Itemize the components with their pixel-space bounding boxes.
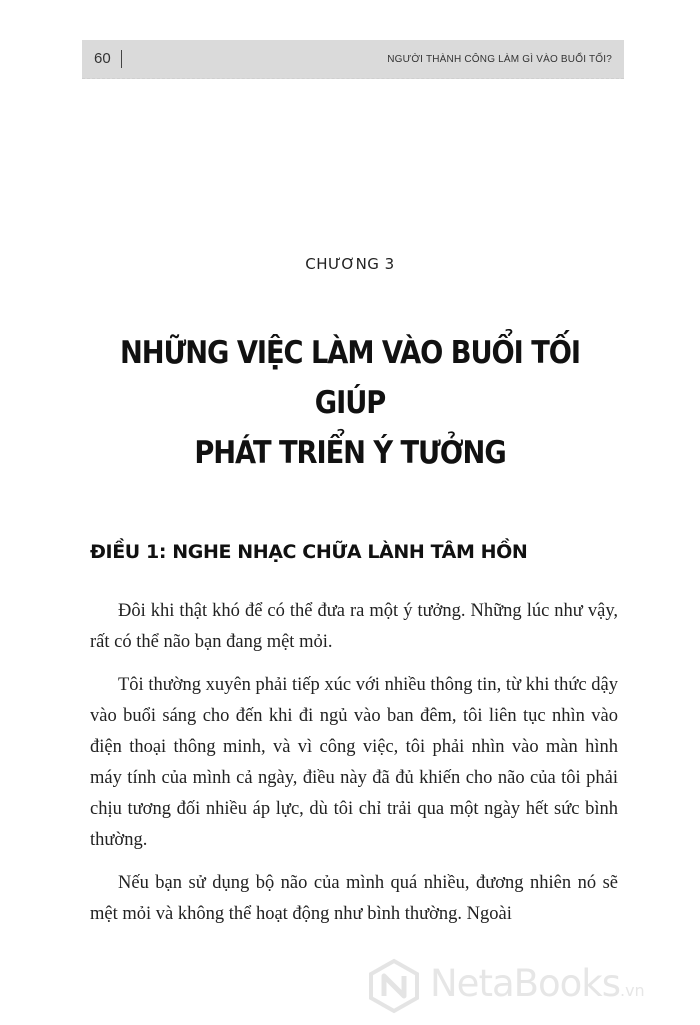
watermark-text: NetaBooks.vn bbox=[430, 962, 645, 1005]
chapter-title bbox=[95, 328, 605, 478]
chapter-title-line-1: NHỮNG VIỆC LÀM VÀO BUỔI TỐI GIÚP bbox=[119, 335, 581, 421]
chapter-label: CHƯƠNG 3 bbox=[305, 255, 395, 273]
running-header bbox=[82, 40, 624, 79]
running-head-title: NGƯỜI THÀNH CÔNG LÀM GÌ VÀO BUỔI TỐI? bbox=[387, 54, 612, 65]
header-divider bbox=[121, 50, 122, 68]
paragraph: Tôi thường xuyên phải tiếp xúc với nhiều thông tin, từ khi thức dậy vào buổi sáng cho đến khi đi ngủ vào ban đêm, tôi liên tục nhìn vào điện thoại thông minh, và vì công việc, tôi phải nhìn vào màn hình máy tính của mình cả ngày, điều này đã đủ khiến cho não của tôi phải chịu tương đối nhiều áp lực, dù tôi chỉ trải qua một ngày hết sức bình thường. bbox=[90, 675, 618, 850]
paragraph: Nếu bạn sử dụng bộ não của mình quá nhiều, đương nhiên nó sẽ mệt mỏi và không thể hoạt động như bình thường. Ngoài bbox=[90, 873, 618, 924]
section-heading: ĐIỀU 1: NGHE NHẠC CHỮA LÀNH TÂM HỒN bbox=[90, 541, 528, 563]
paragraph: Đôi khi thật khó để có thể đưa ra một ý tưởng. Những lúc như vậy, rất có thể não bạn đang mệt mỏi. bbox=[90, 601, 618, 652]
page-number: 60 bbox=[94, 50, 111, 67]
netabooks-logo-icon bbox=[368, 958, 420, 1014]
watermark bbox=[368, 958, 688, 1014]
chapter-title-line-2: PHÁT TRIỂN Ý TƯỞNG bbox=[194, 435, 506, 471]
body-text bbox=[90, 596, 618, 942]
